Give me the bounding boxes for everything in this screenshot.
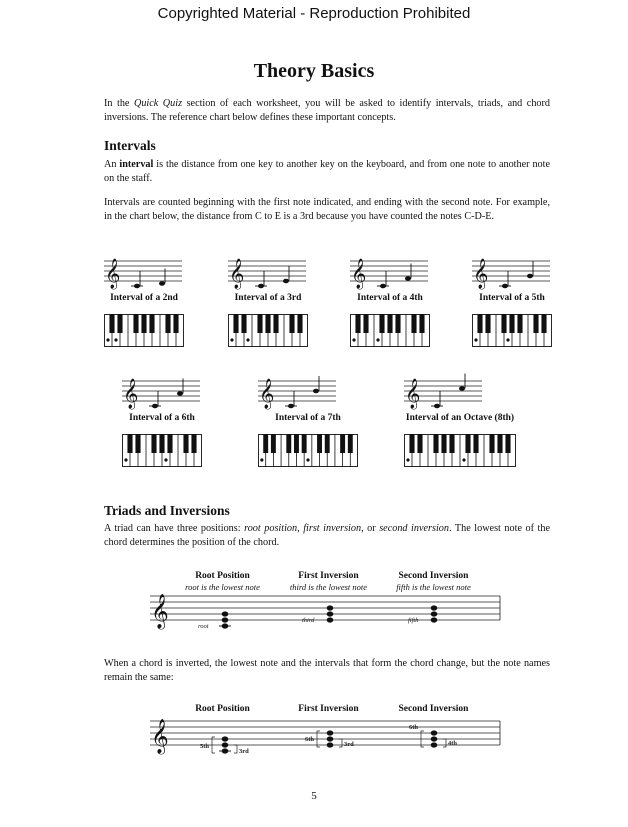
key-marker — [406, 458, 409, 461]
lowest-note-label: root — [198, 623, 209, 630]
key-marker — [260, 458, 263, 461]
key-marker — [114, 338, 117, 341]
interval-label: Interval of a 5th — [479, 293, 545, 303]
inversion-title: Root Position — [195, 704, 250, 714]
key-marker — [376, 338, 379, 341]
note-head — [434, 404, 440, 409]
key-marker — [306, 458, 309, 461]
note-head — [177, 391, 183, 396]
note-head — [258, 284, 264, 289]
note-head — [283, 279, 289, 284]
interval-label: Interval of a 6th — [129, 413, 195, 423]
interval-label: Interval of a 7th — [275, 413, 341, 423]
treble-clef-icon: 𝄞 — [151, 594, 169, 629]
intro-paragraph: In the Quick Quiz section of each worksheet, you will be asked to identify intervals, triads, and chord inversions. The reference chart below defines these important concepts. — [104, 98, 550, 123]
position-subtitle: fifth is the lowest note — [396, 582, 471, 592]
intervals-heading: Intervals — [104, 138, 156, 153]
key-marker — [106, 338, 109, 341]
note-head — [527, 274, 533, 279]
lowest-note-label: third — [302, 617, 315, 624]
interval-label: 3rd — [239, 748, 249, 755]
position-subtitle: third is the lowest note — [289, 582, 368, 592]
key-marker — [230, 338, 233, 341]
treble-clef-icon: 𝄞 — [151, 719, 169, 754]
interval-staff — [228, 255, 308, 289]
interval-counting-paragraph: Intervals are counted beginning with the first note indicated, and ending with the second note. For example, in the chart below, the distance from C to E is a 3rd because you have counted the notes C-D-E. — [104, 197, 550, 222]
position-title: First Inversion — [298, 571, 359, 581]
keyboard-diagram — [472, 314, 552, 348]
treble-clef-icon: 𝄞 — [229, 259, 245, 289]
note-head — [134, 284, 140, 289]
position-title: Root Position — [195, 571, 250, 581]
treble-clef-icon: 𝄞 — [351, 259, 367, 289]
interval-label: 6th — [305, 736, 315, 743]
page-title: Theory Basics — [253, 60, 375, 82]
keyboard-diagram — [258, 434, 358, 468]
interval-staff — [404, 375, 484, 409]
position-subtitle: root is the lowest note — [185, 582, 260, 592]
lowest-note-label: fifth — [408, 617, 419, 624]
interval-staff — [122, 375, 202, 409]
inversion-title: First Inversion — [298, 704, 359, 714]
triad-positions-staff — [150, 590, 510, 635]
treble-clef-icon: 𝄞 — [473, 259, 489, 289]
triads-heading: Triads and Inversions — [104, 503, 230, 518]
interval-label: Interval of a 3rd — [234, 293, 302, 303]
inversion-title: Second Inversion — [398, 704, 469, 714]
interval-staff — [350, 255, 430, 289]
keyboard-diagram — [104, 314, 184, 348]
interval-label: Interval of a 2nd — [110, 293, 178, 303]
keyboard-diagram — [350, 314, 430, 348]
page-number: 5 — [311, 790, 317, 802]
treble-clef-icon: 𝄞 — [123, 379, 139, 409]
key-marker — [352, 338, 355, 341]
key-marker — [462, 458, 465, 461]
note-head — [459, 386, 465, 391]
second-inversion-intervals — [409, 724, 457, 748]
note-head — [313, 389, 319, 394]
key-marker — [124, 458, 127, 461]
interval-definition: An interval is the distance from one key to another key on the keyboard, and from one note to another note on the staff. — [104, 159, 550, 184]
triad-positions-paragraph: A triad can have three positions: root position, first inversion, or second inversion. The lowest note of the chord determines the position of the chord. — [104, 523, 550, 548]
interval-label: 6th — [409, 724, 419, 731]
note-head — [502, 284, 508, 289]
interval-label: 3rd — [344, 741, 354, 748]
key-marker — [506, 338, 509, 341]
staff-lines — [150, 596, 500, 620]
treble-clef-icon: 𝄞 — [259, 379, 275, 409]
interval-staff — [258, 375, 338, 409]
key-marker — [474, 338, 477, 341]
treble-clef-icon: 𝄞 — [105, 259, 121, 289]
note-head — [380, 284, 386, 289]
inversion-intervals-staff — [150, 715, 510, 760]
interval-label: 4th — [448, 740, 458, 747]
note-head — [405, 276, 411, 281]
note-head — [152, 404, 158, 409]
keyboard-diagram — [122, 434, 202, 468]
interval-label: Interval of a 4th — [357, 293, 423, 303]
inversion-paragraph: When a chord is inverted, the lowest note and the intervals that form the chord change, but the note names remain the same: — [104, 658, 550, 683]
position-title: Second Inversion — [398, 571, 469, 581]
interval-staff — [472, 255, 552, 289]
treble-clef-icon: 𝄞 — [405, 379, 421, 409]
note-head — [288, 404, 294, 409]
note-head — [159, 281, 165, 286]
interval-label: 5th — [200, 743, 210, 750]
interval-label: Interval of an Octave (8th) — [405, 413, 515, 423]
keyboard-diagram — [228, 314, 308, 348]
keyboard-diagram — [404, 434, 516, 468]
key-marker — [164, 458, 167, 461]
copyright-watermark: Copyrighted Material - Reproduction Prohibited — [157, 5, 471, 22]
key-marker — [246, 338, 249, 341]
interval-staff — [104, 255, 184, 289]
